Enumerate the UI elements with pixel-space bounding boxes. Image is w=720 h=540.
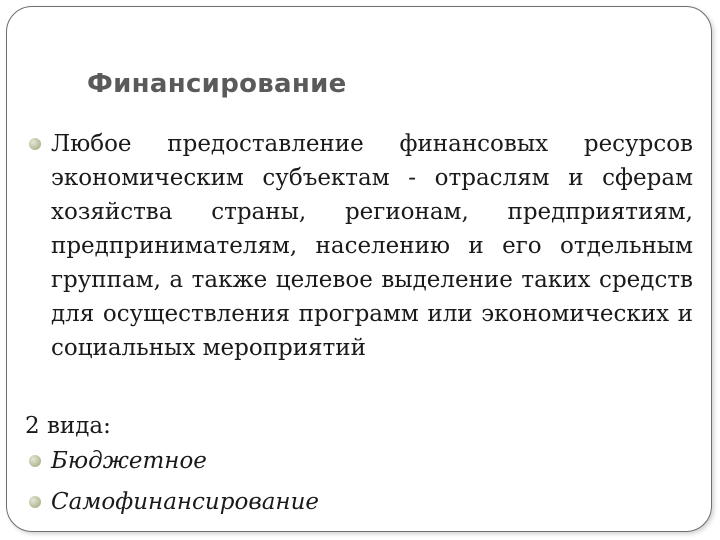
slide-title: Финансирование — [87, 69, 347, 99]
definition-list — [25, 127, 693, 365]
bullet-icon — [29, 455, 41, 467]
slide-frame — [6, 6, 712, 532]
definition-text: Любое предоставление финансовых ресурсов экономическим субъектам - отраслям и сферам хозяйства страны, регионам, предприятиям, предпринимателям, населению и его отдельным группам, а также целевое выделение таких средств для осуществления программ или экономических и социальных мероприятий — [51, 131, 693, 361]
bullet-icon — [29, 496, 41, 508]
type-item-label: Самофинансирование — [51, 489, 319, 515]
types-heading: 2 вида: — [25, 413, 111, 439]
definition-item — [25, 127, 693, 365]
type-item-self-financing — [25, 485, 319, 519]
type-item-budget — [25, 444, 207, 478]
type-item-label: Бюджетное — [51, 448, 207, 474]
bullet-icon — [29, 138, 41, 150]
